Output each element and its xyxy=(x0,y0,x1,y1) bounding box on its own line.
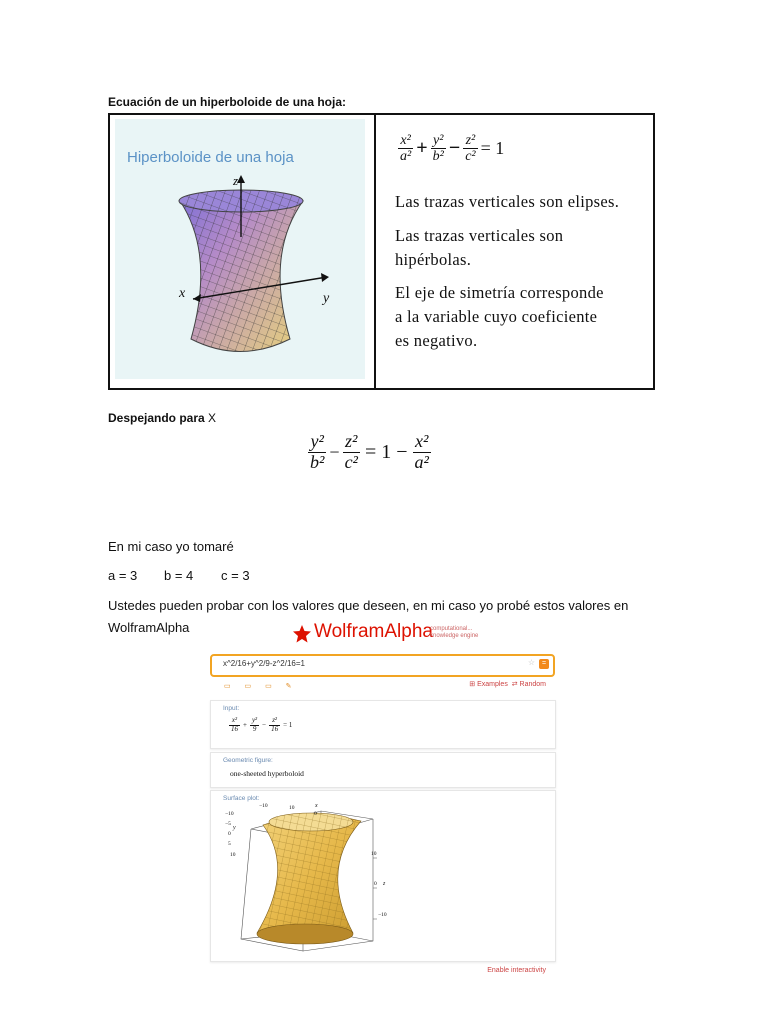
wolfram-tagline1: computational... xyxy=(430,626,473,632)
wolfram-toolbar-icons[interactable]: ▭ ▭ ▭ ✎ xyxy=(224,683,298,690)
trazas-line2b: hipérbolas. xyxy=(395,250,472,269)
trazas-line1: Las trazas verticales son elipses. xyxy=(395,192,620,211)
wolfram-links xyxy=(469,680,546,688)
solved-equation xyxy=(308,432,431,473)
tick-y-e: 10 xyxy=(230,852,236,858)
eq-term2-den: b² xyxy=(432,149,444,165)
wolfram-query-text: x^2/16+y^2/9-z^2/16=1 xyxy=(223,659,305,668)
wa-eq-t1-num: x² xyxy=(229,717,240,726)
tick-y-d: 5 xyxy=(228,841,231,847)
value-c: c = 3 xyxy=(221,568,250,583)
eq2-term1-den: b² xyxy=(310,451,325,472)
plot-y-label: y xyxy=(233,825,236,831)
hyperboloid-equation xyxy=(398,133,507,165)
tick-y-b: −5 xyxy=(225,821,231,827)
axis-y-label: y xyxy=(323,291,330,306)
eq-term3-num: z² xyxy=(463,133,477,149)
eq2-term1-num: y² xyxy=(308,432,326,453)
favorite-star-icon[interactable]: ☆ xyxy=(527,658,535,667)
plot-z-label: z xyxy=(383,881,386,887)
axis-z-label: z xyxy=(233,173,239,188)
despejando-label: Despejando para xyxy=(108,411,205,425)
eq-term1-num: x² xyxy=(398,133,413,149)
wolfram-query-input[interactable] xyxy=(210,654,555,677)
wa-eq-op1: + xyxy=(243,721,247,730)
table-top-border xyxy=(108,113,655,115)
tick-z-c: −10 xyxy=(378,912,387,918)
trazas-line2a: Las trazas verticales son xyxy=(395,226,564,245)
input-pod xyxy=(210,700,556,749)
eq-equals: = 1 xyxy=(480,138,505,159)
value-b: b = 4 xyxy=(164,568,194,583)
eq-term2-num: y² xyxy=(431,133,446,149)
eje-line3b: a la variable cuyo coeficiente xyxy=(395,307,598,326)
wa-eq-t3-num: z² xyxy=(269,717,280,726)
plot-x-label: x xyxy=(315,803,318,809)
tick-y-c: 0 xyxy=(228,831,231,837)
wolfram-go-button[interactable]: = xyxy=(539,659,549,669)
wa-eq-t2-num: y² xyxy=(251,716,258,724)
geometric-figure-value: one-sheeted hyperboloid xyxy=(230,769,304,778)
surface-plot-pod xyxy=(210,790,556,962)
hyperboloid-table xyxy=(108,113,655,390)
surface-plot-label: Surface plot: xyxy=(223,795,260,802)
eq-term3-den: c² xyxy=(465,149,476,165)
wa-eq-t1-den: 16 xyxy=(231,724,238,733)
geometric-figure-label: Geometric figure: xyxy=(223,757,273,764)
ustedes-line2: WolframAlpha xyxy=(108,620,190,635)
table-mid-border xyxy=(374,113,376,390)
wolframalpha-screenshot xyxy=(208,618,560,978)
hyperboloid-image xyxy=(115,119,365,379)
value-a: a = 3 xyxy=(108,568,138,583)
axis-x-label: x xyxy=(179,286,186,301)
geometric-figure-pod xyxy=(210,752,556,788)
wa-eq-t2-den: 9 xyxy=(252,724,257,733)
eq-term1-den: a² xyxy=(400,149,412,165)
wolfram-tagline2: knowledge engine xyxy=(430,633,479,639)
eq2-equals: = 1 − xyxy=(364,440,408,463)
input-pod-equation xyxy=(229,717,295,733)
tick-x-top-c: 0 xyxy=(314,811,317,817)
eje-line3c: es negativo. xyxy=(395,331,478,350)
eje-line3a: El eje de simetría corresponde xyxy=(395,283,604,302)
wa-eq-equals: = 1 xyxy=(283,721,293,730)
wolfram-star-icon xyxy=(292,624,312,644)
examples-link[interactable]: ⊞ Examples xyxy=(469,681,508,688)
tick-z-b: 0 xyxy=(374,881,377,887)
table-bottom-border xyxy=(108,388,655,390)
despejando-var: X xyxy=(204,411,217,425)
tick-x-top-a: −10 xyxy=(259,803,268,809)
wa-eq-op2: − xyxy=(262,721,267,730)
eq2-term2-den: c² xyxy=(344,451,358,472)
wolfram-tagline xyxy=(430,626,478,640)
tick-y-a: −10 xyxy=(225,811,234,817)
wolfram-logo: WolframAlpha xyxy=(314,621,433,642)
tick-z-a: 10 xyxy=(371,851,377,857)
surface-plot xyxy=(211,791,555,961)
surface-plot-bottom-opening xyxy=(257,924,353,944)
eq-op1: + xyxy=(416,137,428,160)
eq-op2: − xyxy=(448,137,461,160)
eq2-term2-num: z² xyxy=(343,432,360,453)
en-mi-caso-text: En mi caso yo tomaré xyxy=(108,539,234,554)
tick-x-top-b: 10 xyxy=(289,805,295,811)
wa-eq-t3-den: 16 xyxy=(271,724,279,733)
table-left-border xyxy=(108,113,110,390)
ustedes-line1: Ustedes pueden probar con los valores que deseen, en mi caso yo probé estos valores en xyxy=(108,598,629,613)
input-pod-label: Input: xyxy=(223,705,240,712)
eq2-term3-den: a² xyxy=(414,451,429,472)
enable-interactivity-link[interactable]: Enable interactivity xyxy=(487,967,546,974)
hyperboloid-figure xyxy=(115,119,365,379)
heading-despejando xyxy=(108,411,216,425)
random-link[interactable]: ⇄ Random xyxy=(511,681,546,688)
heading-ecuacion: Ecuación de un hiperboloide de una hoja: xyxy=(108,95,347,109)
eq2-op1: − xyxy=(329,441,340,462)
eq2-term3-num: x² xyxy=(413,432,431,453)
table-right-border xyxy=(653,113,655,390)
image-title: Hiperboloide de una hoja xyxy=(127,149,294,166)
